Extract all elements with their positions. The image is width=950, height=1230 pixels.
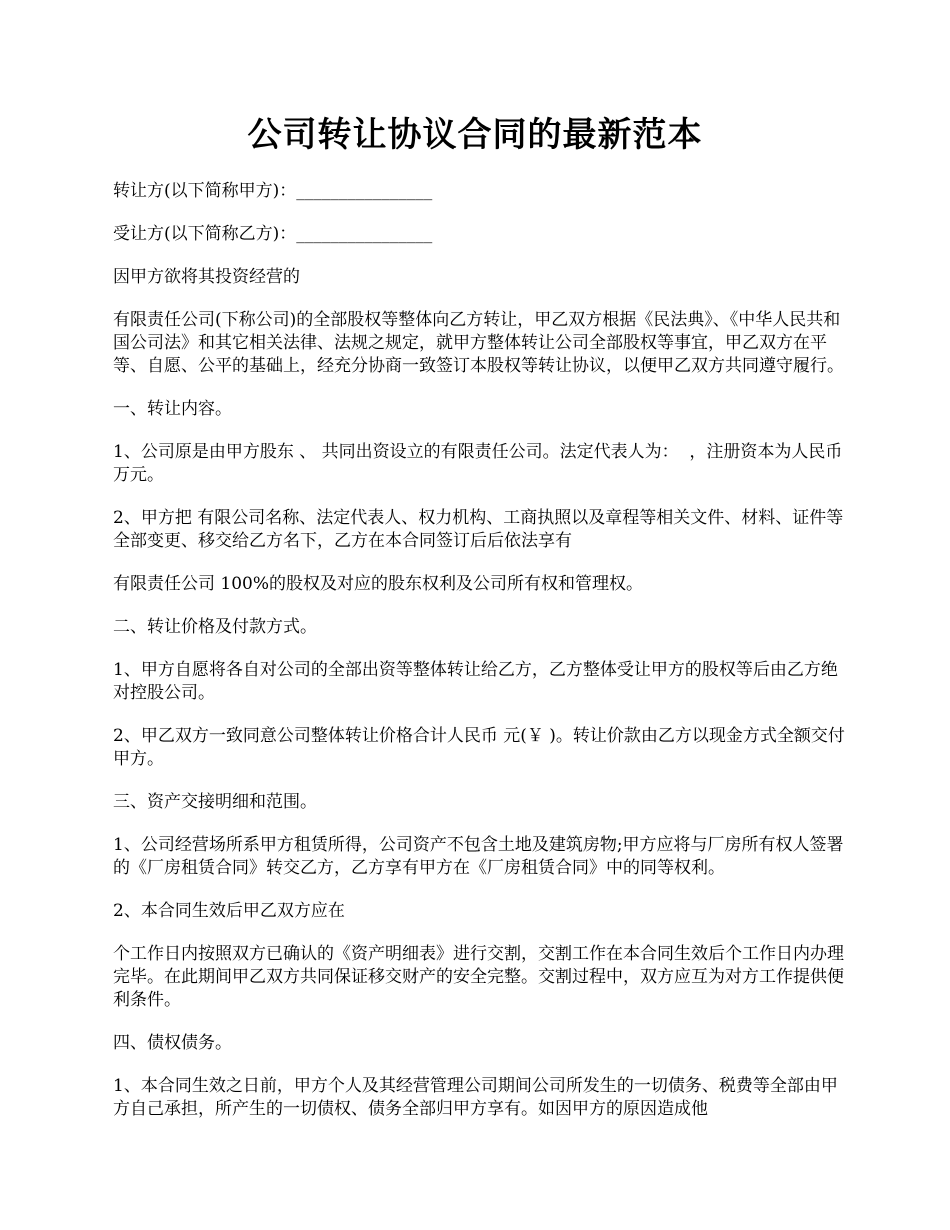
paragraph-1-2-cont: 有限责任公司 100%的股权及对应的股东权利及公司所有权和管理权。 <box>113 574 644 594</box>
section-heading-3: 三、资产交接明细和范围。 <box>113 792 317 812</box>
paragraph-3-1: 1、公司经营场所系甲方租赁所得，公司资产不包含土地及建筑房物;甲方应将与厂房所有权人签署的《厂房租赁合同》转交乙方，乙方享有甲方在《厂房租赁合同》中的同等权利。 <box>113 835 844 878</box>
paragraph-transferor: 转让方(以下简称甲方)：________________ <box>113 181 433 201</box>
paragraph-transferee: 受让方(以下简称乙方)：________________ <box>113 224 433 244</box>
paragraph-2-2: 2、甲乙双方一致同意公司整体转让价格合计人民币 元(￥ )。转让价款由乙方以现金方式全额交付甲方。 <box>113 726 845 769</box>
document-title: 公司转让协议合同的最新范本 <box>247 115 703 155</box>
paragraph-intro: 因甲方欲将其投资经营的 <box>113 267 300 287</box>
paragraph-2-1: 1、甲方自愿将各自对公司的全部出资等整体转让给乙方，乙方整体受让甲方的股权等后由乙方绝对控股公司。 <box>113 660 838 703</box>
document-body <box>113 180 853 1141</box>
section-heading-1: 一、转让内容。 <box>113 399 232 419</box>
paragraph-4-1: 1、本合同生效之日前，甲方个人及其经营管理公司期间公司所发生的一切债务、税费等全部由甲方自己承担，所产生的一切债权、债务全部归甲方享有。如因甲方的原因造成他 <box>113 1076 838 1119</box>
paragraph-3-2: 2、本合同生效后甲乙双方应在 <box>113 901 345 921</box>
paragraph-1-2: 2、甲方把 有限公司名称、法定代表人、权力机构、工商执照以及章程等相关文件、材料、证件等全部变更、移交给乙方名下，乙方在本合同签订后后依法享有 <box>113 508 844 551</box>
paragraph-3-2-cont: 个工作日内按照双方已确认的《资产明细表》进行交割，交割工作在本合同生效后个工作日内办理完毕。在此期间甲乙双方共同保证移交财产的安全完整。交割过程中，双方应互为对方工作提供便利条件。 <box>113 944 844 1010</box>
paragraph-1-1: 1、公司原是由甲方股东 、 共同出资设立的有限责任公司。法定代表人为： ，注册资本为人民币 万元。 <box>113 442 848 485</box>
section-heading-2: 二、转让价格及付款方式。 <box>113 617 317 637</box>
paragraph-preamble: 有限责任公司(下称公司)的全部股权等整体向乙方转让，甲乙双方根据《民法典》、《中华人民共和国公司法》和其它相关法律、法规之规定，就甲方整体转让公司全部股权等事宜，甲乙双方在平等、自愿、公平的基础上，经充分协商一致签订本股权等转让协议，以便甲乙双方共同遵守履行。 <box>113 310 844 376</box>
section-heading-4: 四、债权债务。 <box>113 1033 232 1053</box>
